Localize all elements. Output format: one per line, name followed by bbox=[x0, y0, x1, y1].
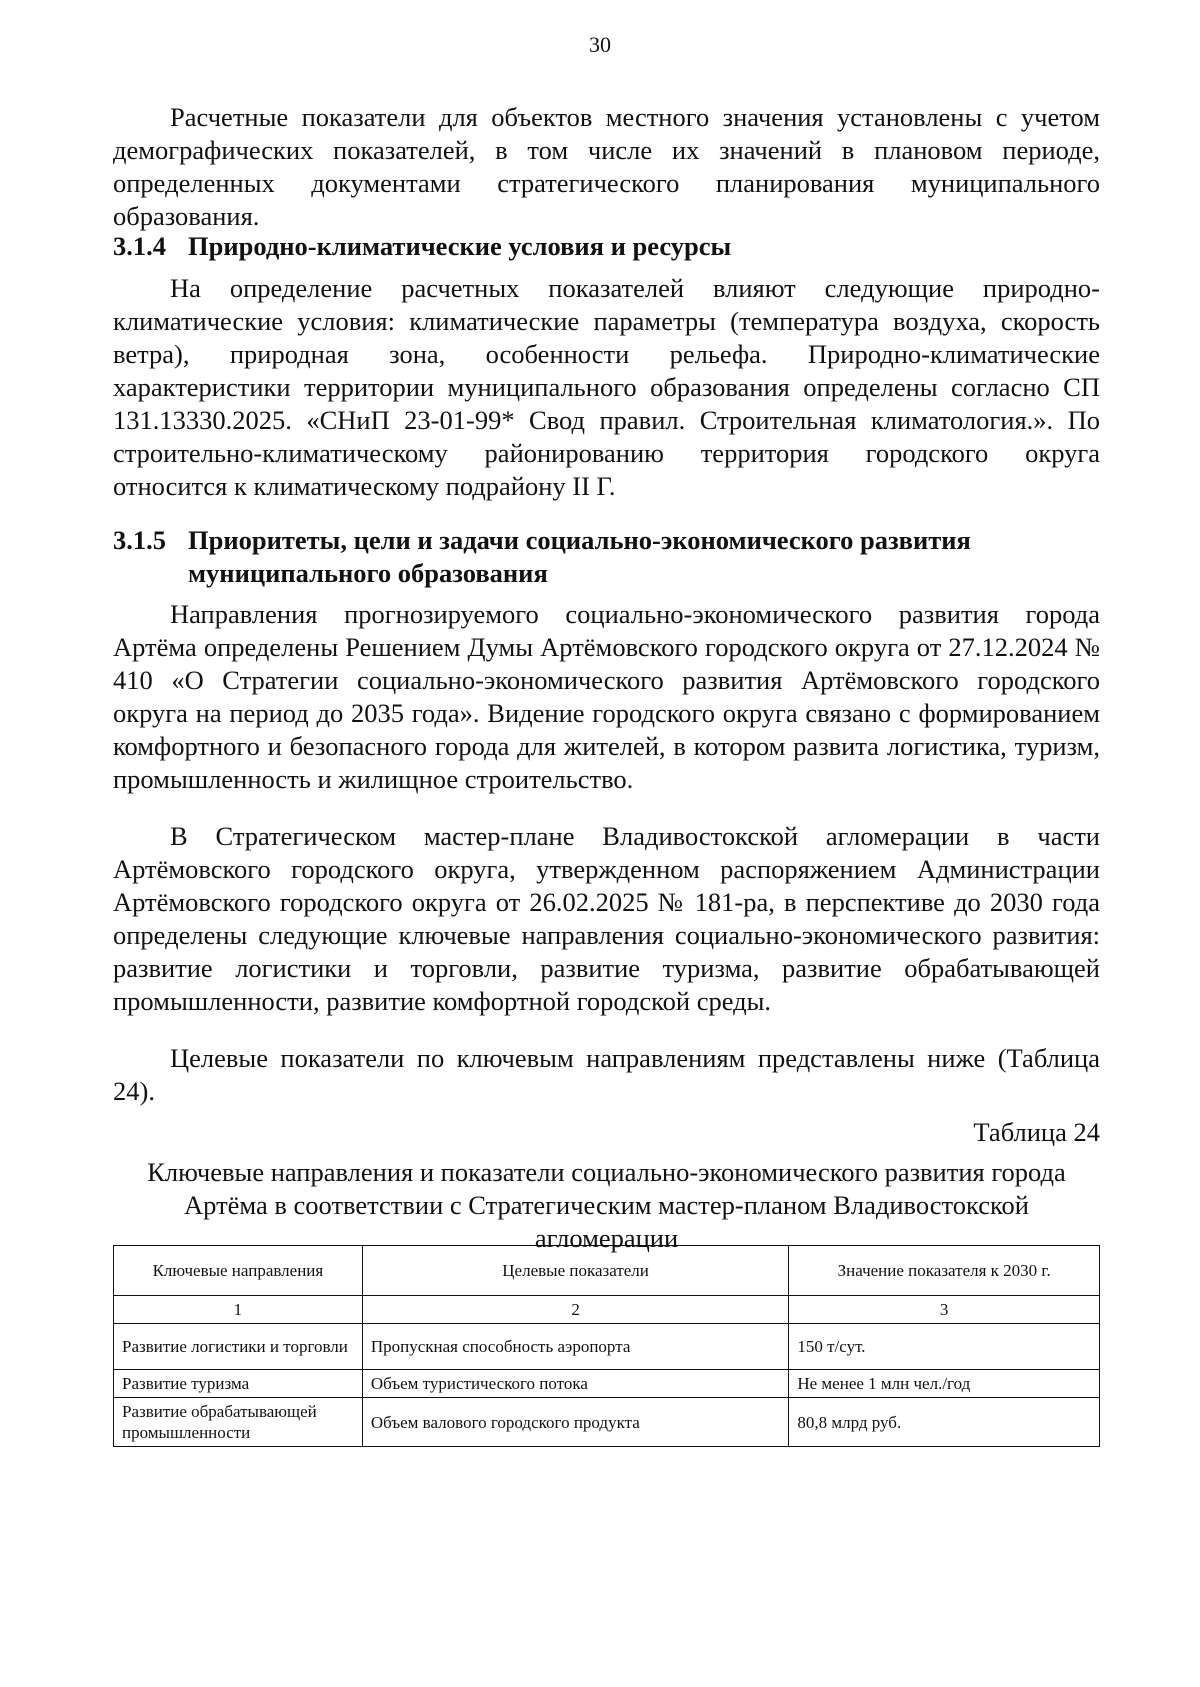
section-heading-3-1-4 bbox=[113, 230, 1100, 263]
table-header-cell: Значение показателя к 2030 г. bbox=[789, 1246, 1100, 1296]
section-heading-3-1-5 bbox=[113, 524, 1100, 590]
section-number: 3.1.4 bbox=[113, 231, 166, 261]
development-paragraph-3: Целевые показатели по ключевым направлениям представлены ниже (Таблица 24). bbox=[113, 1043, 1100, 1106]
table-column-number-row bbox=[114, 1296, 1100, 1324]
table-cell: 80,8 млрд руб. bbox=[789, 1398, 1100, 1447]
table-cell: Объем туристического потока bbox=[362, 1370, 789, 1398]
page-number: 30 bbox=[589, 32, 611, 57]
table-cell: 150 т/сут. bbox=[789, 1324, 1100, 1370]
indicators-table bbox=[113, 1245, 1100, 1447]
table-header-row bbox=[114, 1246, 1100, 1296]
column-number-cell: 1 bbox=[114, 1296, 363, 1324]
table-cell: Объем валового городского продукта bbox=[362, 1398, 789, 1447]
section-number: 3.1.5 bbox=[113, 525, 166, 555]
development-paragraph-2: В Стратегическом мастер-плане Владивостокской агломерации в части Артёмовского городского округа, утвержденном распоряжением Администрации Артёмовского городского округа от 26.02.2025 № 181-ра, в перспективе до 2030 года определены следующие ключевые направления социально-экономического развития: развитие логистики и торговли, развитие туризма, развитие обрабатывающей промышленности, развитие комфортной городской среды. bbox=[113, 821, 1100, 1016]
development-paragraph-1: Направления прогнозируемого социально-экономического развития города Артёма определены Решением Думы Артёмовского городского округа от 27.12.2024 № 410 «О Стратегии социально-экономического развития Артёмовского городского округа на период до 2035 года». Видение городского округа связано с формированием комфортного и безопасного города для жителей, в котором развита логистика, туризм, промышленность и жилищное строительство. bbox=[113, 599, 1100, 794]
section-title: Приоритеты, цели и задачи социально-экономического развития муниципального образования bbox=[188, 525, 971, 588]
table-title: Ключевые направления и показатели социально-экономического развития города Артёма в соответствии с Стратегическим мастер-планом Владивостокской агломерации bbox=[147, 1157, 1066, 1253]
table-label: Таблица 24 bbox=[973, 1117, 1100, 1147]
column-number-cell: 3 bbox=[789, 1296, 1100, 1324]
section-title: Природно-климатические условия и ресурсы bbox=[188, 231, 732, 261]
table-cell: Не менее 1 млн чел./год bbox=[789, 1370, 1100, 1398]
table-cell: Развитие логистики и торговли bbox=[114, 1324, 363, 1370]
table-row bbox=[114, 1398, 1100, 1447]
table-cell: Пропускная способность аэропорта bbox=[362, 1324, 789, 1370]
climate-paragraph: На определение расчетных показателей влияют следующие природно-климатические условия: климатические параметры (температура воздуха, скорость ветра), природная зона, особенности рельефа. Природно-климатические характеристики территории муниципального образования определены согласно СП 131.13330.2025. «СНиП 23-01-99* Свод правил. Строительная климатология.». По строительно-климатическому районированию территория городского округа относится к климатическому подрайону II Г. bbox=[113, 273, 1100, 501]
table-cell: Развитие туризма bbox=[114, 1370, 363, 1398]
table-header-cell: Ключевые направления bbox=[114, 1246, 363, 1296]
table-cell: Развитие обрабатывающей промышленности bbox=[114, 1398, 363, 1447]
table-row bbox=[114, 1324, 1100, 1370]
table-header-cell: Целевые показатели bbox=[362, 1246, 789, 1296]
column-number-cell: 2 bbox=[362, 1296, 789, 1324]
intro-paragraph: Расчетные показатели для объектов местного значения установлены с учетом демографических показателей, в том числе их значений в плановом периоде, определенных документами стратегического планирования муниципального образования. bbox=[113, 102, 1100, 231]
table-row bbox=[114, 1370, 1100, 1398]
